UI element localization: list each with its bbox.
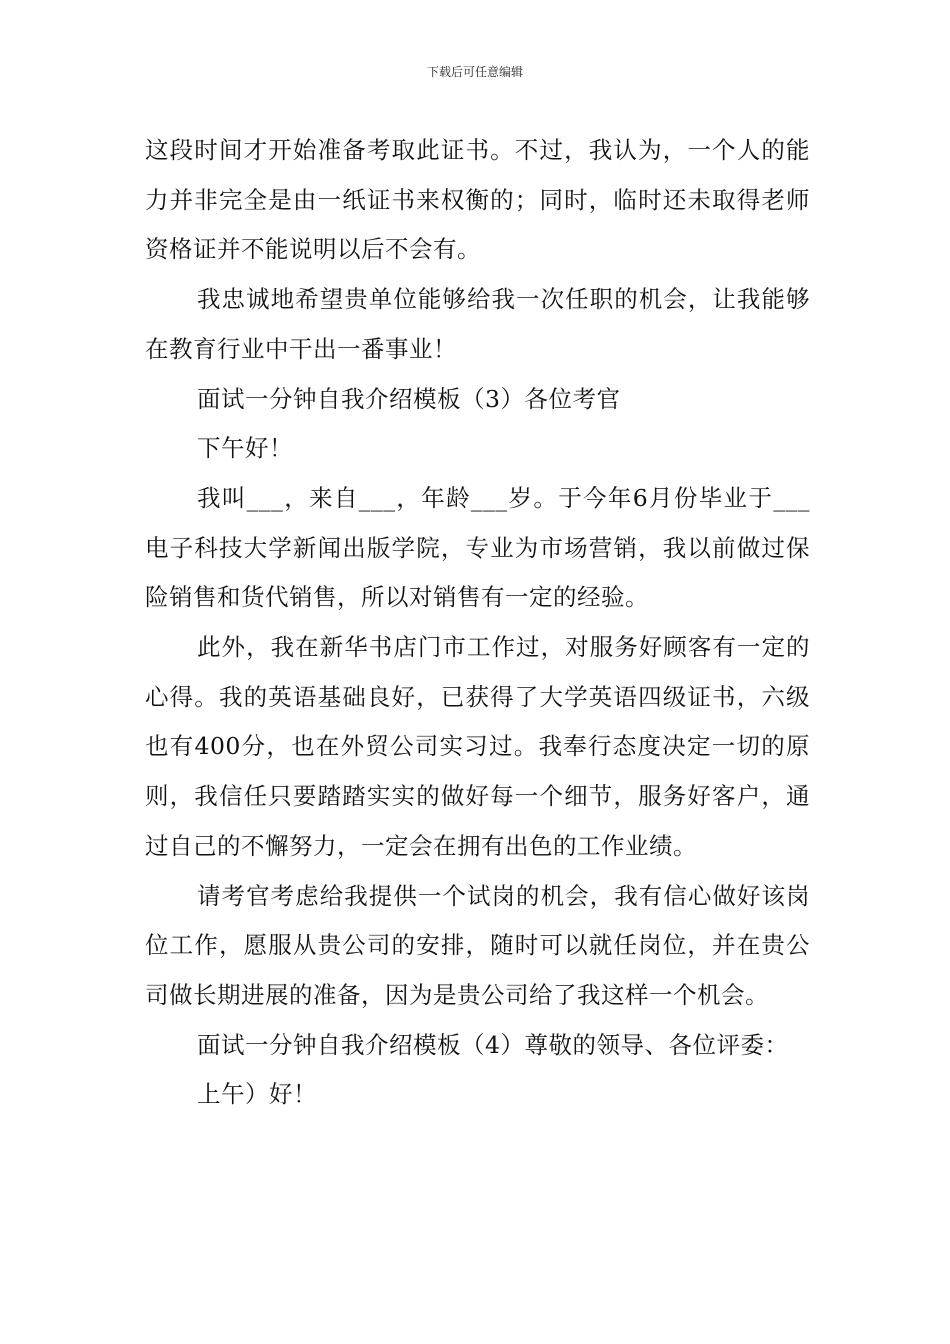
template-4-heading: 面试一分钟自我介绍模板（4）尊敬的领导、各位评委： [197,1030,789,1059]
page-header: 下载后可任意编辑 [426,65,523,79]
paragraph-hope: 我忠诚地希望贵单位能够给我一次任职的机会，让我能够在教育行业中干出一番事业！ [145,285,810,363]
paragraph-request: 请考官考虑给我提供一个试岗的机会，我有信心做好该岗位工作，愿服从贵公司的安排，随时可以就任岗位，并在贵公司做长期进展的准备，因为是贵公司给了我这样一个机会。 [145,881,810,1009]
greeting-morning: 上午）好！ [197,1080,317,1109]
greeting-afternoon: 下午好！ [197,434,293,463]
paragraph-experience: 此外，我在新华书店门市工作过，对服务好顾客有一定的心得。我的英语基础良好，已获得了大学英语四级证书，六级也有400分，也在外贸公司实习过。我奉行态度决定一切的原则，我信任只要踏踏实实的做好每一个细节，服务好客户，通过自己的不懈努力，一定会在拥有出色的工作业绩。 [145,633,810,860]
document-body [145,126,810,1120]
paragraph-continued: 这段时间才开始准备考取此证书。不过，我认为，一个人的能力并非完全是由一纸证书来权衡的；同时，临时还未取得老师资格证并不能说明以后不会有。 [145,136,810,264]
template-3-heading: 面试一分钟自我介绍模板（3）各位考官 [197,384,621,413]
paragraph-introduction: 我叫___，来自___，年龄___岁。于今年6月份毕业于___电子科技大学新闻出版学院，专业为市场营销，我以前做过保险销售和货代销售，所以对销售有一定的经验。 [145,483,810,612]
